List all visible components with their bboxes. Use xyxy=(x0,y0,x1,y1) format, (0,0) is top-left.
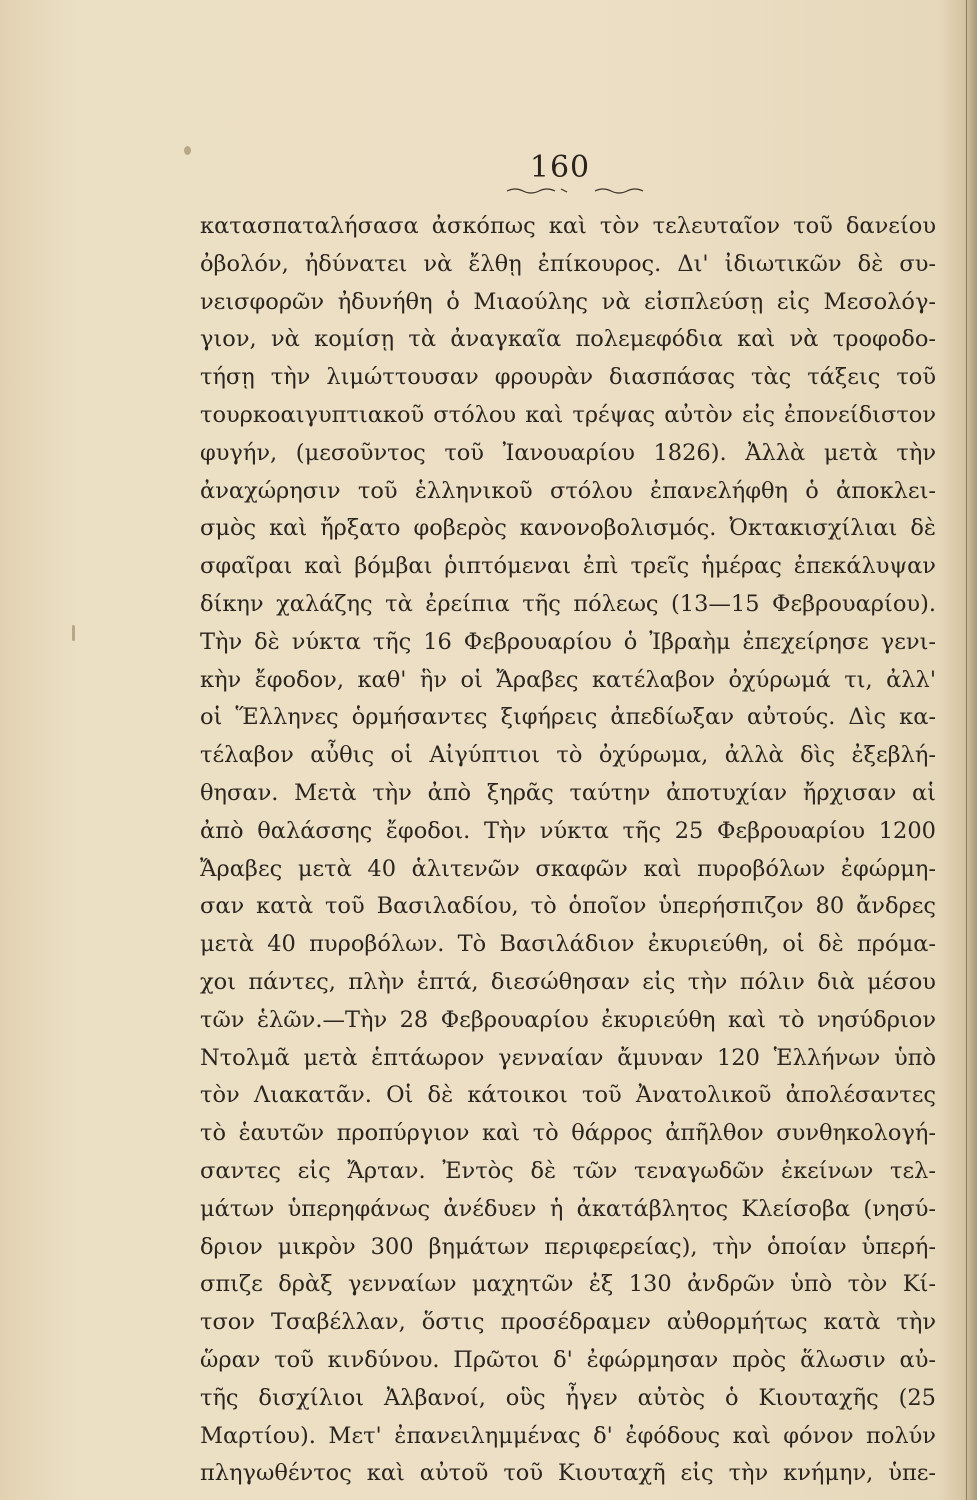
text-line: σπιζε δρὰξ γενναίων μαχητῶν ἐξ 130 ἀνδρῶν ὑπὸ τὸν Κί- xyxy=(200,1271,936,1298)
text-line: τὸν Λιακατᾶν. Οἱ δὲ κάτοικοι τοῦ Ἀνατολικοῦ ἀπολέσαντες xyxy=(200,1082,936,1109)
text-line: σμὸς καὶ ἤρξατο φοβερὸς κανονοβολισμός. Ὀκτακισχίλιαι δὲ xyxy=(200,515,936,542)
text-line: ὥραν τοῦ κινδύνου. Πρῶτοι δ' ἐφώρμησαν πρὸς ἅλωσιν αὐ- xyxy=(200,1346,936,1373)
text-line: τουρκοαιγυπτιακοῦ στόλου καὶ τρέψας αὐτὸν εἰς ἐπονείδιστον xyxy=(200,401,936,428)
text-line: μάτων ὑπερηφάνως ἀνέδυεν ἡ ἀκατάβλητος Κλείσοβα (νησύ- xyxy=(200,1195,936,1222)
paper-stain xyxy=(72,625,75,641)
text-line: ἀπὸ θαλάσσης ἔφοδοι. Τὴν νύκτα τῆς 25 Φεβρουαρίου 1200 xyxy=(200,817,936,844)
text-line: δριον μικρὸν 300 βημάτων περιφερείας), τὴν ὁποίαν ὑπερή- xyxy=(200,1233,936,1260)
text-line: τῆς δισχίλιοι Ἀλβανοί, οὓς ἦγεν αὐτὸς ὁ Κιουταχῆς (25 xyxy=(200,1384,936,1411)
text-line: Ἄραβες μετὰ 40 ἁλιτενῶν σκαφῶν καὶ πυροβόλων ἐφώρμη- xyxy=(200,855,936,882)
text-line: ἀναχώρησιν τοῦ ἑλληνικοῦ στόλου ἐπανελήφθη ὁ ἀποκλει- xyxy=(200,477,936,504)
text-line: οἱ Ἕλληνες ὁρμήσαντες ξιφήρεις ἀπεδίωξαν αὐτούς. Δὶς κα- xyxy=(200,704,936,731)
text-line: Ντολμᾶ μετὰ ἑπτάωρον γενναίαν ἄμυναν 120 Ἑλλήνων ὑπὸ xyxy=(200,1044,936,1071)
text-line: τέλαβον αὖθις οἱ Αἰγύπτιοι τὸ ὀχύρωμα, ἀλλὰ δὶς ἐξεβλή- xyxy=(200,742,936,769)
text-line: ὀβολόν, ἠδύνατει νὰ ἔλθῃ ἐπίκουρος. Δι' ἰδιωτικῶν δὲ συ- xyxy=(200,250,936,277)
text-line: κατασπαταλήσασα ἀσκόπως καὶ τὸν τελευταῖον τοῦ δανείου xyxy=(200,213,936,239)
page-number-ornament xyxy=(505,183,645,197)
text-line: κὴν ἔφοδον, καθ' ἣν οἱ Ἄραβες κατέλαβον ὀχύρωμά τι, ἀλλ' xyxy=(200,666,936,693)
page-number: 160 xyxy=(529,150,591,185)
text-line: δίκην χαλάζης τὰ ἐρείπια τῆς πόλεως (13—15 Φεβρουαρίου). xyxy=(200,590,936,617)
text-line: Τὴν δὲ νύκτα τῆς 16 Φεβρουαρίου ὁ Ἰβραὴμ ἐπεχείρησε γενι- xyxy=(200,628,936,655)
text-line: σαντες εἰς Ἄρταν. Ἐντὸς δὲ τῶν τεναγωδῶν ἐκείνων τελ- xyxy=(200,1157,936,1184)
text-line: πληγωθέντος καὶ αὐτοῦ τοῦ Κιουταχῆ εἰς τὴν κνήμην, ὑπε- xyxy=(200,1460,936,1487)
body-text xyxy=(200,208,936,1493)
text-line: τῶν ἑλῶν.—Τὴν 28 Φεβρουαρίου ἐκυριεύθη καὶ τὸ νησύδριον xyxy=(200,1006,936,1033)
text-line: θησαν. Μετὰ τὴν ἀπὸ ξηρᾶς ταύτην ἀποτυχίαν ἤρχισαν αἱ xyxy=(200,779,936,806)
page-edge xyxy=(963,0,977,1500)
text-line: Μαρτίου). Μετ' ἐπανειλημμένας δ' ἐφόδους καὶ φόνον πολύν xyxy=(200,1422,936,1449)
text-line: τσον Τσαβέλλαν, ὅστις προσέδραμεν αὐθορμήτως κατὰ τὴν xyxy=(200,1309,936,1336)
text-line: τὸ ἑαυτῶν προπύργιον καὶ τὸ θάρρος ἀπῆλθον συνθηκολογή- xyxy=(200,1120,936,1147)
text-line: τήσῃ τὴν λιμώττουσαν φρουρὰν διασπάσας τὰς τάξεις τοῦ xyxy=(200,364,936,391)
text-line: νεισφορῶν ἠδυνήθη ὁ Μιαούλης νὰ εἰσπλεύσῃ εἰς Μεσολόγ- xyxy=(200,288,936,315)
text-line: φυγήν, (μεσοῦντος τοῦ Ἰανουαρίου 1826). Ἀλλὰ μετὰ τὴν xyxy=(200,439,936,466)
text-line: χοι πάντες, πλὴν ἑπτά, διεσώθησαν εἰς τὴν πόλιν διὰ μέσου xyxy=(200,968,936,995)
text-line: σαν κατὰ τοῦ Βασιλαδίου, τὸ ὁποῖον ὑπερήσπιζον 80 ἄνδρες xyxy=(200,893,936,920)
text-line: μετὰ 40 πυροβόλων. Τὸ Βασιλάδιον ἐκυριεύθη, οἱ δὲ πρόμα- xyxy=(200,931,936,958)
text-line: γιον, νὰ κομίσῃ τὰ ἀναγκαῖα πολεμεφόδια καὶ νὰ τροφοδο- xyxy=(200,326,936,353)
text-line: σφαῖραι καὶ βόμβαι ῥιπτόμεναι ἐπὶ τρεῖς ἡμέρας ἐπεκάλυψαν xyxy=(200,553,936,580)
